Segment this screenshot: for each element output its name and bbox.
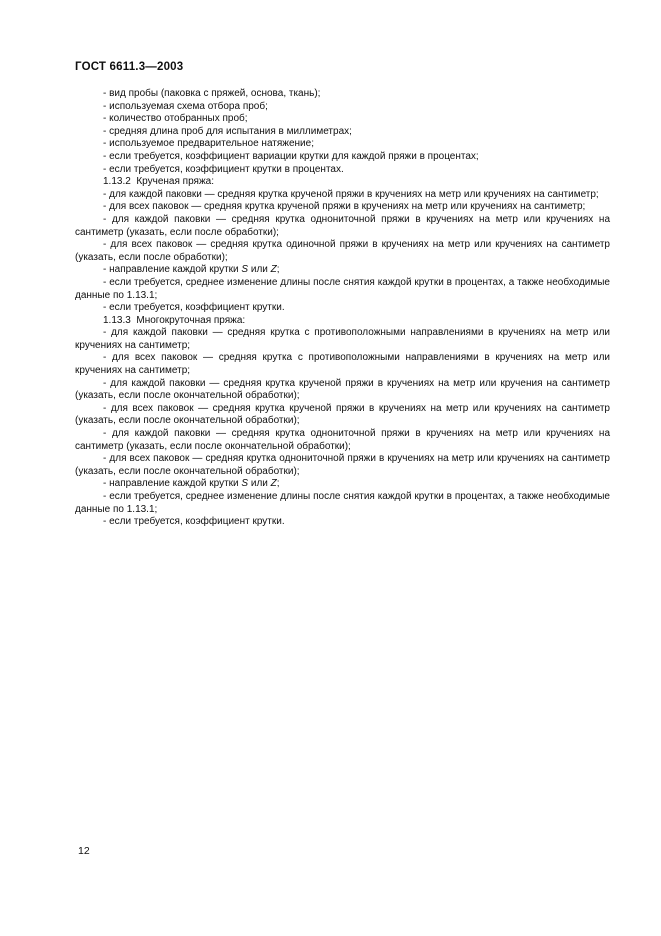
list-item: - для всех паковок — средняя крутка крученой пряжи в кручениях на метр или кручениях на сантиметр; [103, 201, 586, 213]
list-item: - если требуется, коэффициент вариации крутки для каждой пряжи в процентах; [103, 150, 479, 162]
section-heading-1-13-2: 1.13.2 Крученая пряжа: [103, 176, 214, 188]
list-item [75, 264, 610, 277]
twist-direction-s: S [241, 478, 249, 490]
list-item: - если требуется, коэффициент крутки. [103, 302, 285, 314]
page-number: 12 [78, 845, 90, 857]
list-item: - средняя длина проб для испытания в миллиметрах; [103, 125, 352, 137]
list-item: - если требуется, среднее изменение длины после снятия каждой крутки в процентах, а также необходимые данные по 1.13.1; [75, 276, 613, 301]
list-item: - используемая схема отбора проб; [103, 100, 268, 112]
list-item: - используемое предварительное натяжение; [103, 138, 314, 150]
list-item: - для каждой паковки — средняя крутка крученой пряжи в кручениях на метр или кручениях на сантиметр; [103, 188, 599, 200]
twist-direction-s: S [241, 264, 249, 276]
list-item: - вид пробы (паковка с пряжей, основа, ткань); [103, 88, 321, 99]
list-item: - для каждой паковки — средняя крутка однониточной пряжи в кручениях на метр или кручениях на сантиметр (указать, если после обработки); [75, 213, 613, 238]
list-item: - если требуется, коэффициент крутки в процентах. [103, 163, 344, 175]
document-body [75, 88, 613, 529]
twist-direction-z: Z [270, 264, 277, 276]
list-item: - если требуется, среднее изменение длины после снятия каждой крутки в процентах, а также необходимые данные по 1.13.1; [75, 491, 613, 515]
list-item-text: или [248, 478, 271, 490]
list-item: - для всех паковок — средняя крутка одиночной пряжи в кручениях на метр или кручениях на сантиметр (указать, если после обработки); [75, 239, 613, 263]
section-heading-1-13-3: 1.13.3 Многокруточная пряжа: [103, 314, 246, 326]
list-item-text: ; [276, 264, 280, 276]
list-item-text: - направление каждой крутки [103, 478, 242, 490]
list-item-text: - направление каждой крутки [103, 264, 242, 276]
list-item-text: или [248, 264, 271, 276]
list-item: - для каждой паковки — средняя крутка с противоположными направлениями в кручениях на метр или кручениях на сантиметр; [75, 327, 613, 351]
list-item: - количество отобранных проб; [103, 113, 248, 125]
document-header: ГОСТ 6611.3—2003 [75, 61, 184, 73]
list-item: - для каждой паковки — средняя крутка крученой пряжи в кручениях на метр или кручения на сантиметр (указать, если после окончательной обработки); [75, 377, 613, 402]
list-item: - для всех паковок — средняя крутка однониточной пряжи в кручениях на метр или кручениях на сантиметр (указать, если после окончательной обработки); [75, 453, 613, 477]
list-item: - для всех паковок — средняя крутка с противоположными направлениями в кручениях на метр или кручениях на сантиметр; [75, 352, 613, 377]
list-item [75, 478, 610, 491]
list-item-text: ; [276, 478, 280, 490]
list-item: - для каждой паковки — средняя крутка однониточной пряжи в кручениях на метр или кручениях на сантиметр (указать, если после окончательной обработки); [75, 428, 613, 452]
list-item: - если требуется, коэффициент крутки. [103, 516, 285, 528]
twist-direction-z: Z [270, 478, 277, 490]
list-item: - для всех паковок — средняя крутка крученой пряжи в кручениях на метр или кручениях на сантиметр (указать, если после окончательной обработки); [75, 402, 613, 427]
